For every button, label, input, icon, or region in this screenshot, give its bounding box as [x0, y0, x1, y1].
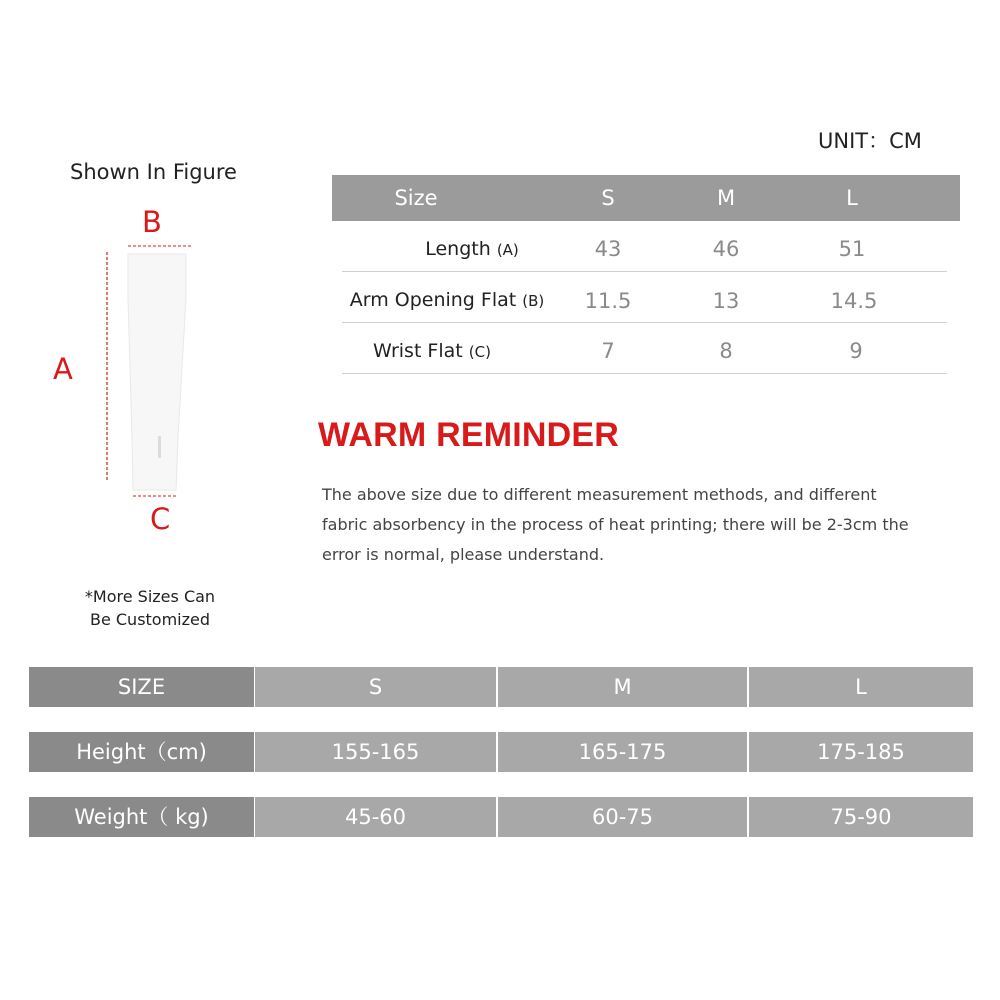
bottom-header-l: L — [749, 667, 973, 707]
custom-size-note-line1: *More Sizes Can — [84, 587, 216, 606]
height-l: 175-185 — [749, 732, 973, 772]
warm-reminder-text — [322, 480, 962, 570]
height-m: 165-175 — [498, 732, 747, 772]
bottom-header-size: SIZE — [29, 667, 254, 707]
weight-l: 75-90 — [749, 797, 973, 837]
cell-arm-s: 11.5 — [584, 289, 632, 313]
cell-arm-m: 13 — [712, 289, 740, 313]
row-label-length — [342, 238, 602, 260]
height-s: 155-165 — [255, 732, 496, 772]
custom-size-note-line2: Be Customized — [89, 610, 211, 629]
figure-title: Shown In Figure — [70, 160, 237, 184]
label-c: C — [150, 502, 171, 536]
row-label-text: Length — [425, 238, 491, 260]
unit-label: UNIT：CM — [818, 129, 922, 153]
header-m: M — [716, 186, 736, 210]
cell-wrist-l: 9 — [849, 339, 863, 363]
row-label-text: Arm Opening Flat — [349, 289, 517, 311]
bottom-label-height: Height（cm) — [29, 732, 254, 772]
table-row — [342, 272, 947, 323]
sleeve-shape — [128, 254, 186, 490]
cell-arm-l: 14.5 — [830, 289, 878, 313]
table-row — [342, 221, 947, 272]
row-label-code: (C) — [468, 343, 491, 361]
header-l: L — [846, 186, 858, 210]
cell-length-m: 46 — [712, 237, 740, 261]
label-a: A — [53, 352, 73, 386]
bottom-header-m: M — [498, 667, 747, 707]
weight-s: 45-60 — [255, 797, 496, 837]
custom-size-note — [60, 585, 240, 631]
bottom-header-s: S — [255, 667, 496, 707]
row-label-arm-opening — [332, 289, 562, 311]
sleeve-logo-mark — [158, 436, 161, 458]
header-size: Size — [394, 186, 438, 210]
header-s: S — [601, 186, 615, 210]
weight-m: 60-75 — [498, 797, 747, 837]
cell-length-l: 51 — [838, 237, 866, 261]
size-table-header — [332, 175, 960, 221]
table-row — [29, 732, 973, 772]
label-b: B — [142, 205, 162, 239]
cell-wrist-m: 8 — [719, 339, 733, 363]
bottom-table-header — [29, 667, 973, 707]
cell-wrist-s: 7 — [601, 339, 615, 363]
row-label-wrist — [342, 340, 522, 362]
bottom-label-weight: Weight（ kg) — [29, 797, 254, 837]
warm-text-line3: error is normal, please understand. — [322, 545, 605, 564]
table-row — [29, 797, 973, 837]
row-label-code: (A) — [496, 241, 519, 259]
table-row — [342, 323, 947, 374]
warm-text-line1: The above size due to different measurement methods, and different — [322, 485, 877, 504]
row-label-text: Wrist Flat — [373, 340, 463, 362]
arm-sleeve-illustration — [100, 238, 200, 498]
warm-reminder-title: WARM REMINDER — [318, 416, 620, 454]
warm-text-line2: fabric absorbency in the process of heat printing; there will be 2-3cm the — [322, 515, 909, 534]
cell-length-s: 43 — [594, 237, 622, 261]
row-label-code: (B) — [522, 292, 545, 310]
